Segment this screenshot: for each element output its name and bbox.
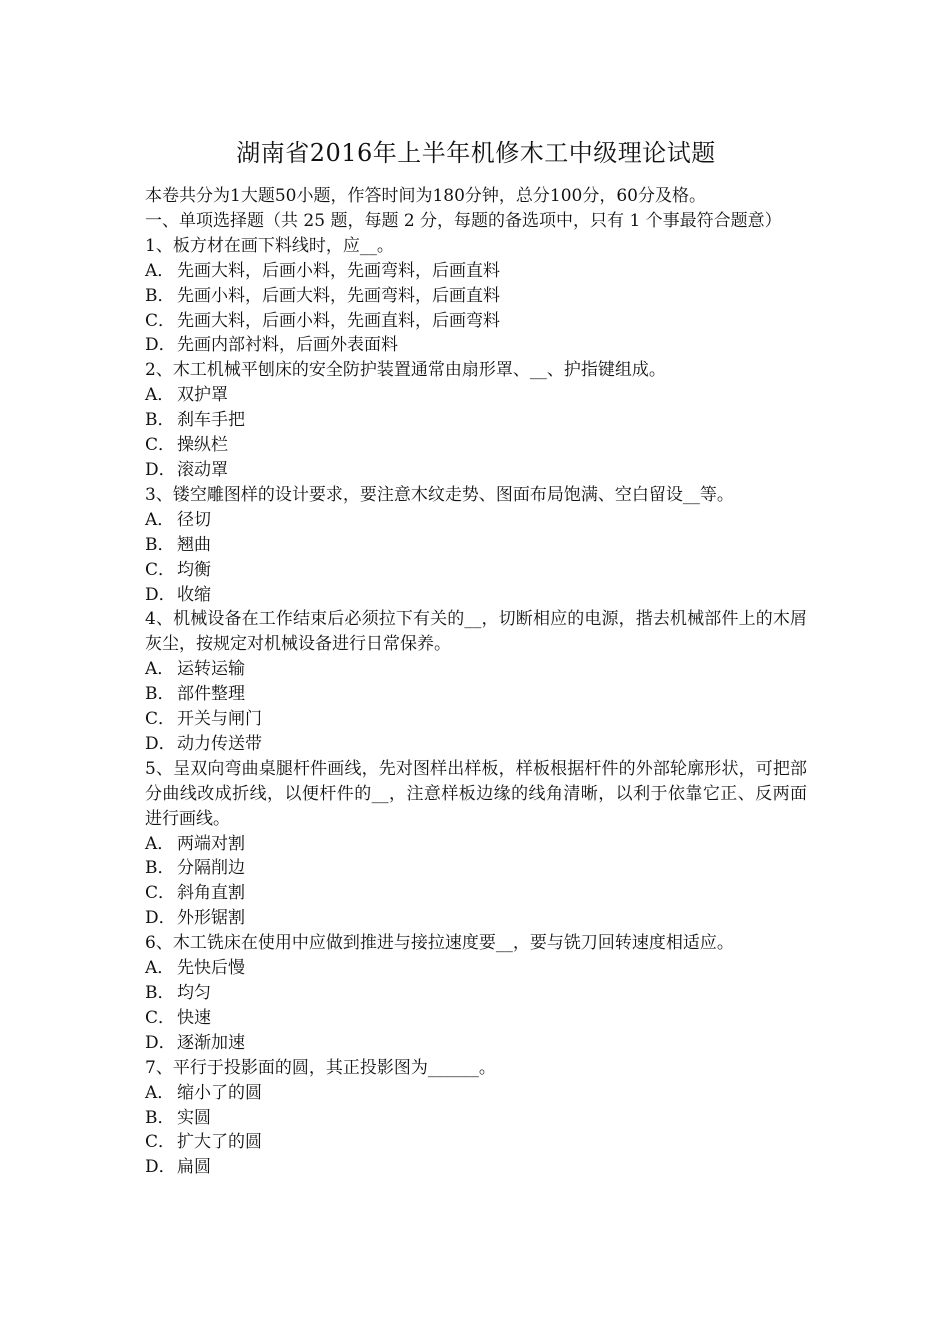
option-letter: B．: [145, 410, 175, 431]
answer-option: [145, 732, 807, 757]
option-letter: C．: [145, 310, 176, 331]
answer-option: [145, 433, 807, 458]
answer-option: [145, 1031, 807, 1056]
option-text: 收缩: [177, 584, 211, 605]
option-letter: A．: [145, 1082, 175, 1103]
answer-option: [145, 906, 807, 931]
option-text: 运转运输: [177, 659, 245, 680]
option-text: 均匀: [177, 983, 211, 1003]
option-letter: D．: [145, 459, 176, 480]
option-text: 逐渐加速: [177, 1032, 245, 1053]
answer-option: [145, 583, 807, 608]
question-text: 5、呈双向弯曲桌腿杆件画线，先对图样出样板，样板根据杆件的外部轮廓形状，可把部分曲线改成折线，以便杆件的__，注意样板边缘的线角清晰，以利于依靠它正、反两面进行画线。: [145, 758, 807, 829]
document-page: [145, 138, 807, 1180]
option-letter: D．: [145, 335, 176, 356]
answer-option: [145, 956, 807, 981]
option-text: 扁圆: [177, 1157, 211, 1178]
option-letter: A．: [145, 260, 175, 281]
question-text: 1、板方材在画下料线时，应__。: [145, 235, 394, 256]
answer-option: [145, 981, 807, 1006]
option-letter: B．: [145, 285, 175, 306]
option-text: 均衡: [177, 559, 211, 580]
option-letter: B．: [145, 858, 175, 879]
option-letter: D．: [145, 1157, 176, 1178]
question-item: [145, 607, 807, 756]
option-letter: B．: [145, 1107, 175, 1128]
option-letter: D．: [145, 584, 176, 605]
answer-option: [145, 1081, 807, 1106]
option-text: 操纵栏: [177, 435, 228, 456]
option-letter: D．: [145, 908, 176, 929]
question-item: [145, 757, 807, 931]
question-item: [145, 1056, 807, 1181]
option-letter: B．: [145, 983, 175, 1003]
option-letter: C．: [145, 559, 176, 580]
question-text: 3、镂空雕图样的设计要求，要注意木纹走势、图面布局饱满、空白留设__等。: [145, 484, 734, 505]
question-text: 6、木工铣床在使用中应做到推进与接拉速度要__，要与铣刀回转速度相适应。: [145, 933, 734, 954]
option-letter: C．: [145, 1007, 176, 1028]
answer-option: [145, 458, 807, 483]
answer-option: [145, 881, 807, 906]
answer-option: [145, 1006, 807, 1031]
answer-option: [145, 657, 807, 682]
option-letter: B．: [145, 684, 175, 705]
option-text: 径切: [177, 509, 211, 530]
option-text: 缩小了的圆: [177, 1082, 262, 1103]
option-text: 外形锯割: [177, 908, 245, 929]
answer-option: [145, 707, 807, 732]
option-letter: C．: [145, 709, 176, 730]
option-letter: D．: [145, 733, 176, 754]
option-text: 先画小料，后画大料，先画弯料，后画直料: [177, 285, 500, 306]
answer-option: [145, 383, 807, 408]
answer-option: [145, 682, 807, 707]
option-letter: A．: [145, 958, 175, 979]
section-heading: 一、单项选择题（共 25 题，每题 2 分，每题的备选项中，只有 1 个事最符合题意）: [145, 210, 782, 231]
answer-option: [145, 508, 807, 533]
option-letter: C．: [145, 1132, 176, 1153]
answer-option: [145, 1155, 807, 1180]
option-text: 快速: [177, 1007, 211, 1028]
answer-option: [145, 856, 807, 881]
option-text: 先画内部衬料，后画外表面料: [177, 335, 398, 356]
option-letter: A．: [145, 833, 175, 854]
answer-option: [145, 1106, 807, 1131]
document-title: 湖南省2016年上半年机修木工中级理论试题: [236, 139, 716, 167]
answer-option: [145, 1130, 807, 1155]
question-text: 2、木工机械平刨床的安全防护装置通常由扇形罩、__、护指键组成。: [145, 360, 666, 381]
question-item: [145, 358, 807, 483]
option-letter: C．: [145, 435, 176, 456]
answer-option: [145, 533, 807, 558]
option-letter: D．: [145, 1032, 176, 1053]
answer-option: [145, 333, 807, 358]
answer-option: [145, 408, 807, 433]
option-text: 部件整理: [177, 684, 245, 705]
question-list: [145, 234, 807, 1180]
option-text: 滚动罩: [177, 459, 228, 480]
option-text: 先画大料，后画小料，先画弯料，后画直料: [177, 260, 500, 281]
option-text: 刹车手把: [177, 410, 245, 431]
answer-option: [145, 558, 807, 583]
question-text: 4、机械设备在工作结束后必须拉下有关的__，切断相应的电源，揩去机械部件上的木屑灰尘，按规定对机械设备进行日常保养。: [145, 609, 807, 655]
option-letter: A．: [145, 509, 175, 530]
question-item: [145, 234, 807, 359]
option-letter: A．: [145, 659, 175, 680]
answer-option: [145, 309, 807, 334]
option-text: 翘曲: [177, 534, 211, 555]
answer-option: [145, 832, 807, 857]
option-text: 扩大了的圆: [177, 1132, 262, 1153]
option-text: 双护罩: [177, 385, 228, 406]
question-item: [145, 483, 807, 608]
option-text: 斜角直割: [177, 883, 245, 904]
answer-option: [145, 259, 807, 284]
option-text: 两端对割: [177, 833, 245, 854]
answer-option: [145, 284, 807, 309]
question-text: 7、平行于投影面的圆，其正投影图为______。: [145, 1057, 496, 1078]
option-text: 开关与闸门: [177, 709, 262, 730]
option-letter: B．: [145, 534, 175, 555]
option-text: 先画大料，后画小料，先画直料，后画弯料: [177, 310, 500, 331]
option-text: 分隔削边: [177, 858, 245, 879]
option-letter: C．: [145, 883, 176, 904]
option-letter: A．: [145, 385, 175, 406]
option-text: 实圆: [177, 1107, 211, 1128]
option-text: 动力传送带: [177, 733, 262, 754]
question-item: [145, 931, 807, 1056]
exam-intro: 本卷共分为1大题50小题，作答时间为180分钟，总分100分，60分及格。: [145, 186, 706, 206]
option-text: 先快后慢: [177, 958, 245, 979]
